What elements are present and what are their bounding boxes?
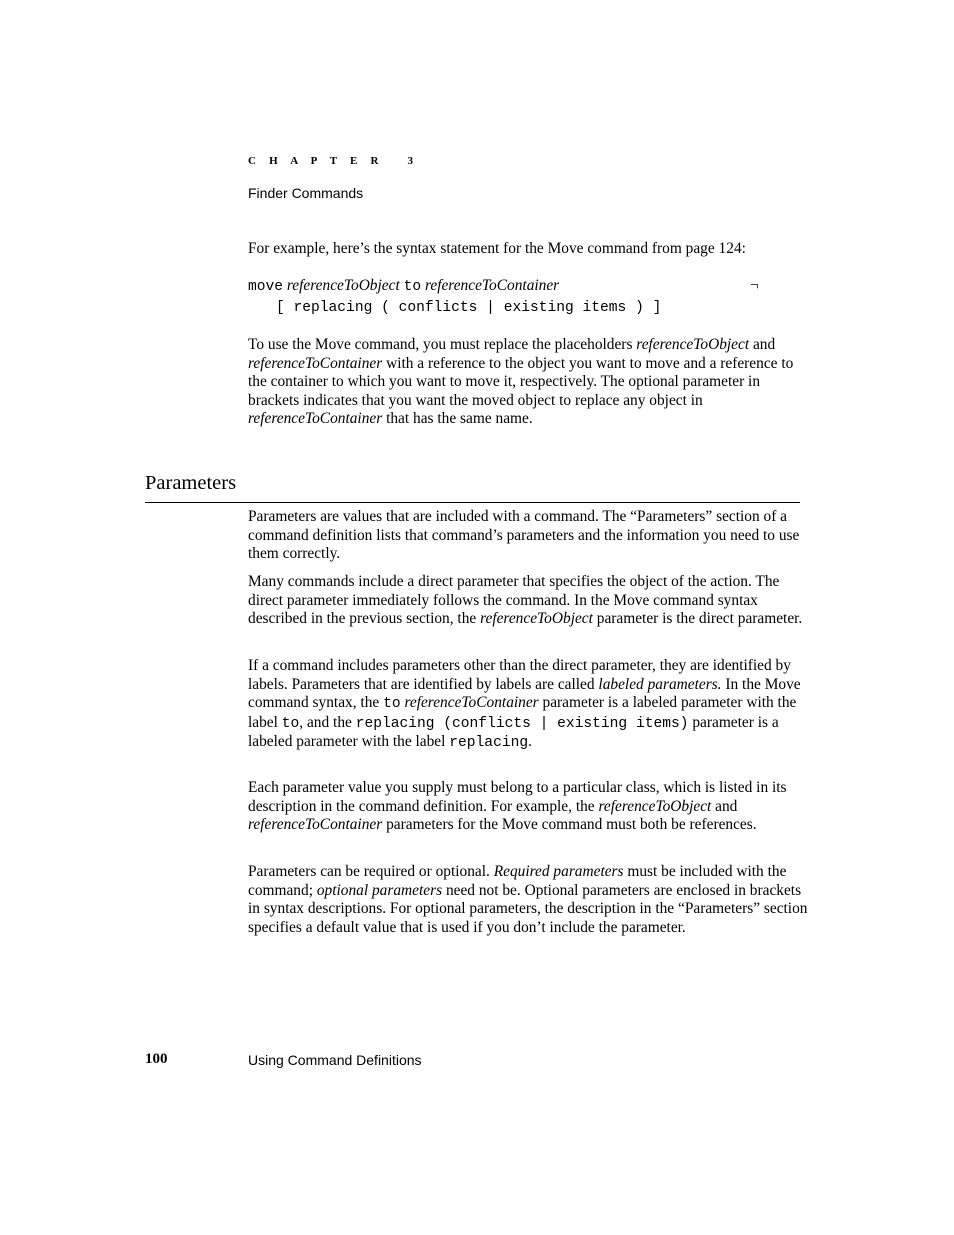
- text-run: , and the: [299, 713, 356, 731]
- syntax-keyword-to: to: [403, 279, 422, 295]
- code-term: to: [281, 715, 300, 732]
- continuation-char: ¬: [750, 277, 759, 294]
- syntax-command: move: [248, 279, 284, 295]
- paragraph-3: [248, 657, 808, 753]
- paragraph-2: [248, 573, 808, 629]
- code-term: to: [383, 696, 401, 713]
- section-rule: [145, 502, 800, 503]
- text-run: parameter is the direct parameter.: [592, 610, 803, 628]
- page-number: 100: [145, 1051, 168, 1067]
- intro-paragraph: For example, here’s the syntax statement for the Move command from page 124:: [248, 240, 746, 257]
- term-definition: Required parameters: [493, 863, 624, 880]
- term-definition: optional parameters: [316, 881, 443, 899]
- section-heading: Parameters: [145, 472, 237, 494]
- text-run: To use the Move command, you must replace the placeholders: [248, 336, 637, 353]
- text-run: and: [749, 336, 776, 353]
- text-run: If a command includes parameters other than the direct parameter, they are identified by labels. Parameters that are identified by labels are called: [248, 657, 791, 693]
- syntax-arg-container: referenceToContainer: [424, 277, 560, 294]
- text-run: parameter is a labeled parameter with the label: [248, 713, 779, 751]
- term-definition: labeled parameters.: [598, 675, 722, 693]
- placeholder-term: referenceToContainer: [404, 694, 539, 712]
- placeholder-term: referenceToContainer: [248, 816, 383, 834]
- chapter-label: C H A P T E R 3: [248, 155, 419, 167]
- text-run: In the Move command syntax, the: [248, 675, 801, 712]
- text-run: .: [528, 733, 532, 751]
- running-header: Finder Commands: [248, 185, 364, 201]
- text-run: must be included with the command;: [248, 863, 787, 899]
- syntax-line-1: [248, 277, 768, 295]
- placeholder-term: referenceToContainer: [248, 354, 383, 372]
- placeholder-term: referenceToObject: [480, 610, 593, 628]
- text-run: Many commands include a direct parameter that specifies the object of the action. The direct parameter immediately follows the command. In the Move command syntax described in the previous section, the: [248, 573, 780, 628]
- text-run: parameter is a labeled parameter with the label: [248, 694, 797, 731]
- placeholder-term: referenceToContainer: [248, 410, 383, 428]
- text-run: parameters for the Move command must both be references.: [382, 816, 757, 834]
- syntax-arg-object: referenceToObject: [286, 277, 400, 294]
- paragraph-1: Parameters are values that are included with a command. The “Parameters” section of a command definition lists that command’s parameters and the information you need to use them correctly.: [248, 508, 800, 563]
- text-run: Each parameter value you supply must belong to a particular class, which is listed in its description in the command definition. For example, the: [248, 779, 787, 815]
- text-run: with a reference to the object you want to move and a reference to the container to which you want to move it, respectively. The optional parameter in brackets indicates that you want the moved object to replace any object in: [248, 354, 794, 409]
- code-term: replacing: [449, 735, 529, 752]
- text-run: Parameters can be required or optional.: [248, 863, 494, 880]
- placeholder-term: referenceToObject: [598, 797, 712, 815]
- footer-section-title: Using Command Definitions: [248, 1052, 422, 1068]
- usage-paragraph: [248, 336, 808, 429]
- text-run: need not be. Optional parameters are enclosed in brackets in syntax descriptions. For optional parameters, the description in the “Parameters” section specifies a default value that is used if you don’t include the parameter.: [248, 881, 808, 936]
- syntax-line-2: [ replacing ( conflicts | existing items ) ]: [276, 300, 662, 316]
- text-run: that has the same name.: [382, 410, 533, 428]
- text-run: and: [711, 797, 738, 815]
- code-term: replacing (conflicts | existing items): [355, 715, 689, 732]
- placeholder-term: referenceToObject: [636, 336, 750, 353]
- paragraph-4: [248, 779, 808, 835]
- paragraph-5: [248, 863, 808, 937]
